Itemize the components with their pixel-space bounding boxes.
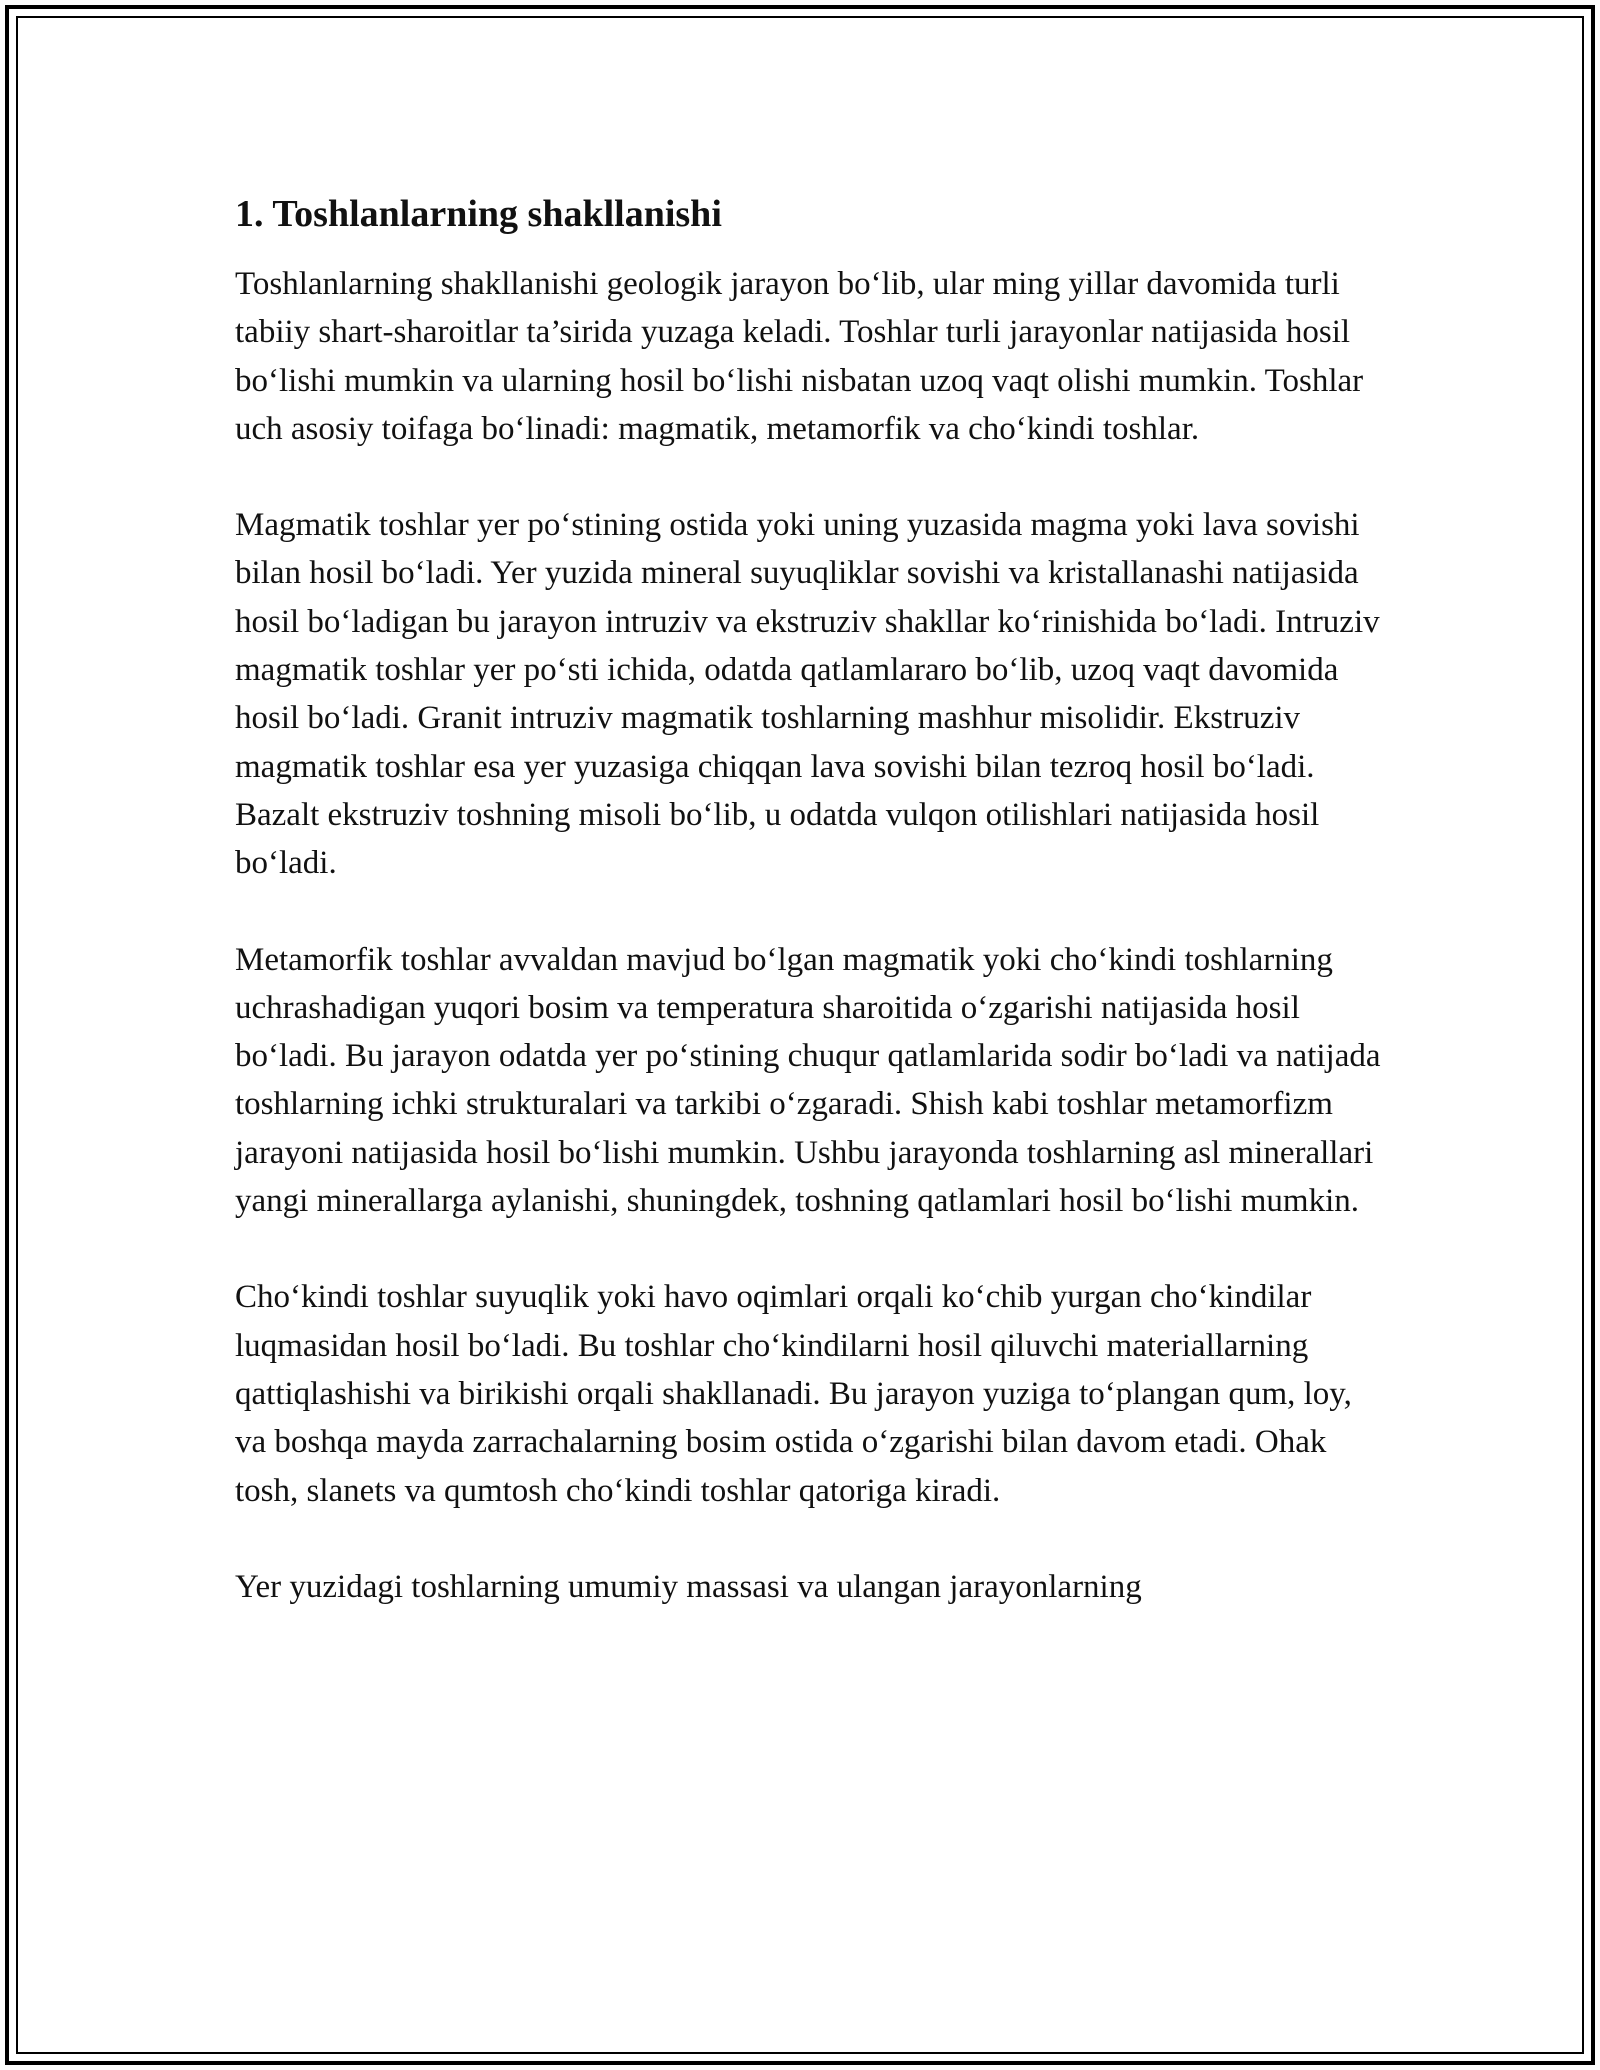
paragraph-magmatic: Magmatik toshlar yer po‘stining ostida yoki uning yuzasida magma yoki lava sovishi bilan hosil bo‘ladi. Yer yuzida mineral suyuqliklar sovishi va kristallanashi natijasida hosil bo‘ladigan bu jarayon intruziv va ekstruziv shakllar ko‘rinishida bo‘ladi. Intruziv magmatik toshlar yer po‘sti ichida, odatda qatlamlararo bo‘lib, uzoq vaqt davomida hosil bo‘ladi. Granit intruziv magmatik toshlarning mashhur misolidir. Ekstruziv magmatik toshlar esa yer yuzasiga chiqqan lava sovishi bilan tezroq hosil bo‘ladi. Bazalt ekstruziv toshning misoli bo‘lib, u odatda vulqon otilishlari natijasida hosil bo‘ladi. bbox=[235, 507, 1380, 882]
paragraph-intro: Toshlanlarning shakllanishi geologik jarayon bo‘lib, ular ming yillar davomida turli tabiiy shart-sharoitlar ta’sirida yuzaga keladi. Toshlar turli jarayonlar natijasida hosil bo‘lishi mumkin va ularning hosil bo‘lishi nisbatan uzoq vaqt olishi mumkin. Toshlar uch asosiy toifaga bo‘linadi: magmatik, metamorfik va cho‘kindi toshlar. bbox=[235, 266, 1364, 447]
paragraph-sedimentary: Cho‘kindi toshlar suyuqlik yoki havo oqimlari orqali ko‘chib yurgan cho‘kindilar luqmasidan hosil bo‘ladi. Bu toshlar cho‘kindilarni hosil qiluvchi materiallarning qattiqlashishi va birikishi orqali shakllanadi. Bu jarayon yuziga to‘plangan qum, loy, va boshqa mayda zarrachalarning bosim ostida o‘zgarishi bilan davom etadi. Ohak tosh, slanets va qumtosh cho‘kindi toshlar qatoriga kiradi. bbox=[235, 1279, 1352, 1509]
document-body bbox=[235, 186, 1385, 1659]
section-heading: 1. Toshlanlarning shakllanishi bbox=[235, 193, 722, 235]
paragraph-continuation: Yer yuzidagi toshlarning umumiy massasi va ulangan jarayonlarning bbox=[235, 1568, 1142, 1605]
paragraph-metamorphic: Metamorfik toshlar avvaldan mavjud bo‘lgan magmatik yoki cho‘kindi toshlarning uchrashadigan yuqori bosim va temperatura sharoitida o‘zgarishi natijasida hosil bo‘ladi. Bu jarayon odatda yer po‘stining chuqur qatlamlarida sodir bo‘ladi va natijada toshlarning ichki strukturalari va tarkibi o‘zgaradi. Shish kabi toshlar metamorfizm jarayoni natijasida hosil bo‘lishi mumkin. Ushbu jarayonda toshlarning asl minerallari yangi minerallarga aylanishi, shuningdek, toshning qatlamlari hosil bo‘lishi mumkin. bbox=[235, 941, 1381, 1220]
